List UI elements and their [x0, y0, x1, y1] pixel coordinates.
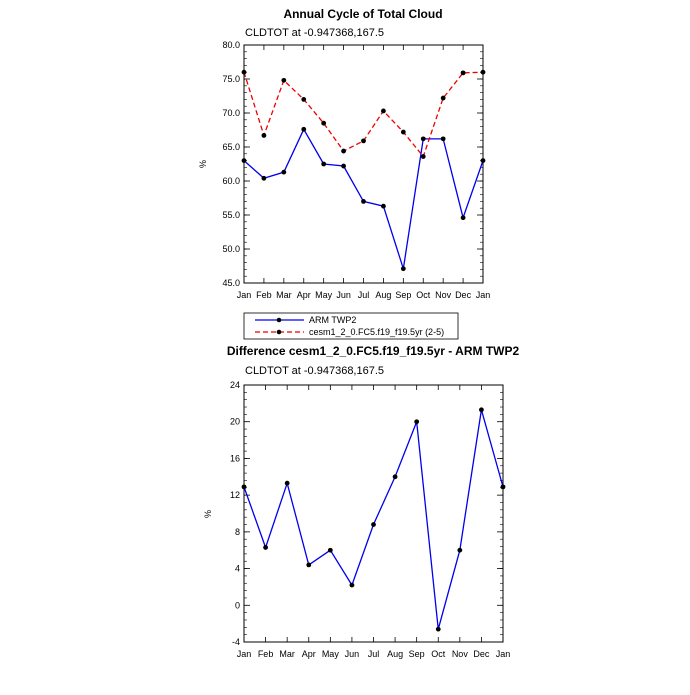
chart1-series-1-point: [441, 96, 446, 101]
chart1-y-tick-label: 55.0: [222, 210, 240, 220]
chart2-y-tick-label: 0: [234, 600, 240, 611]
chart2-title: Difference cesm1_2_0.FC5.f19_f19.5yr - ARM TWP2: [226, 344, 520, 358]
chart1-x-tick-label: Oct: [416, 290, 431, 300]
chart1-y-tick-label: 70.0: [222, 108, 240, 118]
chart1-x-tick-label: Sep: [395, 290, 412, 300]
chart2-y-tick-label: 8: [234, 526, 240, 537]
chart2-series-0-point: [285, 481, 290, 486]
chart2-x-tick-label: Mar: [279, 649, 295, 659]
chart1-x-tick-label: Apr: [296, 290, 311, 300]
chart1-series-1-point: [361, 138, 366, 143]
chart1-x-tick-label: Jan: [475, 290, 491, 300]
chart1-series-1-point: [461, 70, 466, 75]
chart2-series-0-point: [328, 548, 333, 553]
chart1-x-tick-label: Aug: [375, 290, 392, 300]
chart2-y-tick-label: 12: [229, 490, 240, 501]
chart1-series-1-point: [421, 154, 426, 159]
chart1-series-0-point: [281, 170, 286, 175]
chart1-x-tick-label: Dec: [455, 290, 472, 300]
chart1-series-1-point: [262, 133, 267, 138]
chart2-x-tick-label: Jul: [367, 649, 380, 659]
chart1-y-tick-label: 60.0: [222, 176, 240, 186]
chart2-x-tick-label: Jun: [344, 649, 360, 659]
chart2-x-tick-label: Sep: [408, 649, 425, 659]
chart2-series-line-0: [244, 410, 503, 629]
chart1-series-1-point: [242, 70, 247, 75]
chart2-series-0-point: [306, 563, 311, 568]
chart1-y-axis-label: %: [198, 159, 208, 169]
chart1-series-0-point: [481, 158, 486, 163]
chart1-series-1-point: [281, 78, 286, 83]
chart2-y-axis-label: %: [203, 509, 213, 519]
chart2-y-tick-label: 20: [229, 416, 240, 427]
chart2-x-tick-label: Aug: [387, 649, 404, 659]
chart2-series-0-point: [457, 548, 462, 553]
chart1-series-0-point: [341, 164, 346, 169]
legend-marker-cesm: [277, 330, 282, 335]
chart2-x-tick-label: May: [321, 649, 339, 659]
chart1-series-0-point: [361, 199, 366, 204]
chart1-series-1-point: [381, 109, 386, 114]
chart1-series-0-point: [421, 136, 426, 141]
chart1-plot-frame: [244, 45, 483, 283]
chart1-series-1-point: [321, 121, 326, 126]
chart2-x-tick-label: Apr: [301, 649, 316, 659]
chart1-y-tick-label: 75.0: [222, 74, 240, 84]
chart2-y-tick-label: 4: [234, 563, 240, 574]
chart1-x-tick-label: Feb: [256, 290, 272, 300]
chart2-x-tick-label: Nov: [451, 649, 468, 659]
chart1-series-0-point: [321, 162, 326, 167]
chart1-y-tick-label: 45.0: [222, 278, 240, 288]
chart2-series-0-point: [371, 522, 376, 527]
chart2-series-0-point: [414, 419, 419, 424]
chart1-series-0-point: [441, 136, 446, 141]
chart1-y-tick-label: 50.0: [222, 244, 240, 254]
chart1-series-0-point: [242, 158, 247, 163]
chart2-y-tick-label: 16: [229, 453, 240, 464]
chart2-series-0-point: [263, 545, 268, 550]
chart1-series-0-point: [301, 127, 306, 132]
chart2-series-0-point: [436, 627, 441, 632]
chart1-series-1-point: [341, 149, 346, 154]
chart1-x-tick-label: May: [315, 290, 333, 300]
chart1-series-0-point: [262, 176, 267, 181]
chart1-y-tick-label: 80.0: [222, 40, 240, 50]
chart1-x-tick-label: Nov: [435, 290, 452, 300]
chart1-subtitle: CLDTOT at -0.947368,167.5: [245, 27, 385, 39]
chart1-series-0-point: [381, 204, 386, 209]
chart2-y-tick-label: -4: [231, 637, 240, 647]
chart1-series-0-point: [461, 215, 466, 220]
chart2-series-0-point: [350, 583, 355, 588]
chart2-x-tick-label: Dec: [473, 649, 490, 659]
chart2-x-tick-label: Feb: [257, 649, 274, 659]
chart2-subtitle: CLDTOT at -0.947368,167.5: [245, 365, 385, 377]
chart2-series-0-point: [242, 484, 247, 489]
chart2-x-tick-label: Jan: [495, 649, 511, 659]
chart2-x-tick-label: Jan: [236, 649, 252, 659]
chart1-x-tick-label: Jun: [336, 290, 351, 300]
chart1-x-tick-label: Jul: [357, 290, 370, 300]
chart1-series-1-point: [401, 130, 406, 135]
legend: [244, 313, 458, 339]
legend-marker-arm: [277, 318, 282, 323]
chart1-series-line-1: [244, 72, 483, 156]
chart1-x-tick-label: Mar: [276, 290, 292, 300]
chart2-series-0-point: [393, 474, 398, 479]
legend-label-cesm: cesm1_2_0.FC5.f19_f19.5yr (2-5): [309, 327, 445, 337]
chart1-series-0-point: [401, 266, 406, 271]
chart1-y-tick-label: 65.0: [222, 142, 240, 152]
chart1-x-tick-label: Jan: [236, 290, 252, 300]
chart1-series-1-point: [301, 97, 306, 102]
chart2-series-0-point: [501, 484, 506, 489]
chart2-y-tick-label: 24: [229, 380, 240, 390]
chart2-plot-frame: [244, 385, 503, 642]
chart1-title: Annual Cycle of Total Cloud: [283, 7, 443, 21]
legend-label-arm: ARM TWP2: [309, 315, 357, 325]
chart2-x-tick-label: Oct: [431, 649, 446, 659]
chart2-series-0-point: [479, 407, 484, 412]
chart1-series-1-point: [481, 70, 486, 75]
